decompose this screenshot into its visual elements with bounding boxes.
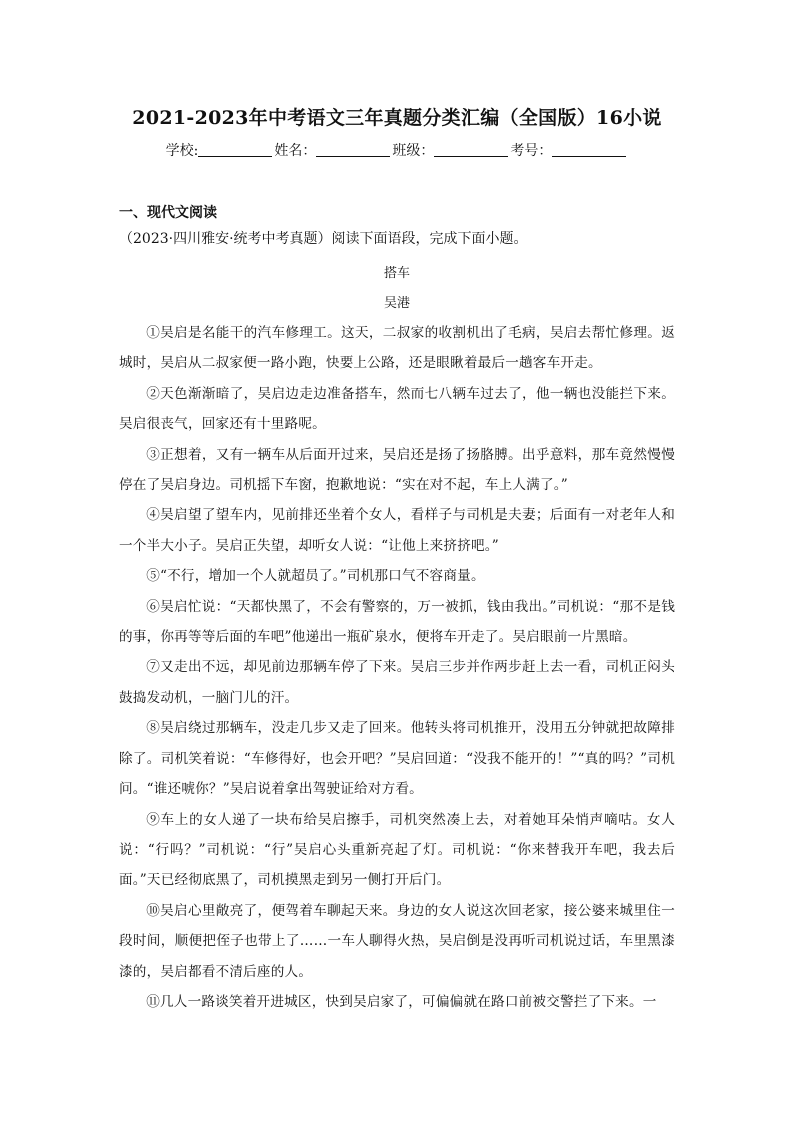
- school-label: 学校:: [165, 143, 199, 159]
- document-title: 2021-2023年中考语文三年真题分类汇编（全国版）16小说: [132, 107, 662, 129]
- story-paragraph: ⑨车上的女人递了一块布给吴启擦手，司机突然凑上去，对着她耳朵悄声嘀咕。女人说：“行吗？”司机说：“行”吴启心头重新亮起了灯。司机说：“你来替我开车吧，我去后面。”天已经彻底黑了，司机摸黑走到另一侧打开后门。: [119, 811, 675, 889]
- story-paragraph: ⑧吴启绕过那辆车，没走几步又走了回来。他转头将司机推开，没用五分钟就把故障排除了。司机笑着说：“车修得好，也会开吧？”吴启回道：“没我不能开的！”“真的吗？”司机问。“谁还唬你？”吴启说着拿出驾驶证给对方看。: [119, 720, 675, 798]
- story-paragraph: ①吴启是名能干的汽车修理工。这天，二叔家的收割机出了毛病，吴启去帮忙修理。返城时，吴启从二叔家便一路小跑，快要上公路，还是眼瞅着最后一趟客车开走。: [119, 325, 675, 372]
- school-blank[interactable]: [198, 142, 272, 157]
- exam-number-blank[interactable]: [552, 142, 626, 157]
- question-source: （2023·四川雅安·统考中考真题）阅读下面语段，完成下面小题。: [119, 231, 528, 247]
- story-author: 吴港: [383, 296, 410, 311]
- story-paragraph: ⑩吴启心里敞亮了，便驾着车聊起天来。身边的女人说这次回老家，接公婆来城里住一段时间，顺便把侄子也带上了……一车人聊得火热，吴启倒是没再听司机说过话，车里黑漆漆的，吴启都看不清后座的人。: [119, 902, 675, 980]
- story-paragraph: ⑥吴启忙说：“天都快黑了，不会有警察的，万一被抓，钱由我出。”司机说：“那不是钱的事，你再等等后面的车吧”他递出一瓶矿泉水，便将车开走了。吴启眼前一片黑暗。: [119, 598, 675, 646]
- student-info-line: [0, 140, 794, 160]
- name-blank[interactable]: [316, 142, 390, 157]
- class-blank[interactable]: [434, 142, 508, 157]
- story-paragraph: ③正想着，又有一辆车从后面开过来，吴启还是扬了扬胳膊。出乎意料，那车竟然慢慢停在了吴启身边。司机摇下车窗，抱歉地说：“实在对不起，车上人满了。”: [119, 446, 675, 494]
- story-paragraph: ⑤“不行，增加一个人就超员了。”司机那口气不容商量。: [146, 568, 485, 585]
- name-label: 姓名：: [274, 143, 317, 159]
- section-heading: 一、现代文阅读: [119, 205, 217, 221]
- story-title: 搭车: [383, 266, 410, 281]
- class-label: 班级：: [392, 143, 435, 159]
- story-paragraph: ④吴启望了望车内，见前排还坐着个女人，看样子与司机是夫妻；后面有一对老年人和一个半大小子。吴启正失望，却听女人说：“让他上来挤挤吧。”: [119, 507, 675, 554]
- exam-number-label: 考号：: [510, 143, 553, 159]
- story-paragraph: ⑦又走出不远，却见前边那辆车停了下来。吴启三步并作两步赶上去一看，司机正闷头鼓捣发动机，一脑门儿的汗。: [119, 659, 675, 706]
- story-paragraph: ②天色渐渐暗了，吴启边走边准备搭车，然而七八辆车过去了，他一辆也没能拦下来。吴启很丧气，回家还有十里路呢。: [119, 385, 675, 433]
- story-paragraph: ⑪几人一路谈笑着开进城区，快到吴启家了，可偏偏就在路口前被交警拦了下来。一: [146, 993, 657, 1010]
- story-body: [119, 318, 675, 1017]
